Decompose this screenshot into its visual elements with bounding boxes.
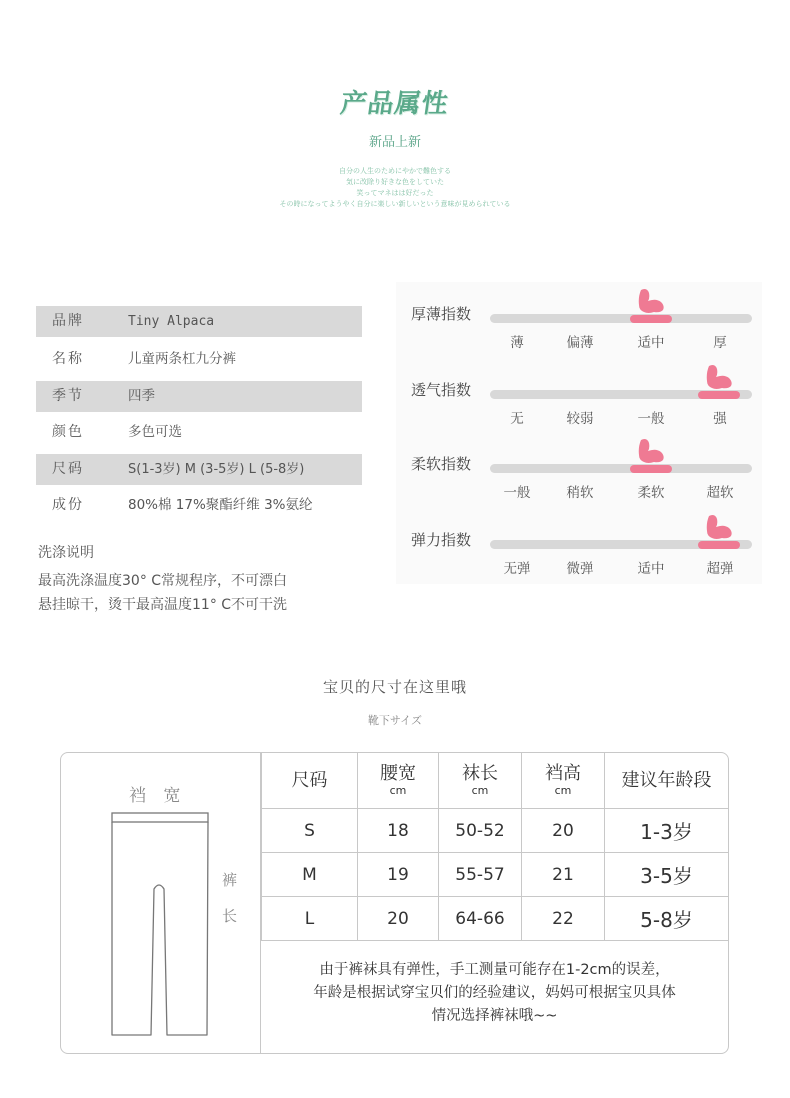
table-cell: 21	[522, 853, 605, 897]
index-level-marker	[698, 391, 740, 399]
table-row	[262, 853, 729, 897]
index-scale-label: 无	[510, 411, 524, 427]
index-scale-label: 适中	[637, 561, 665, 577]
size-note-line: 由于裤袜具有弹性，手工测量可能存在1-2cm的误差，	[319, 962, 670, 978]
pants-diagram	[61, 753, 261, 1053]
attribute-key: 品牌	[52, 313, 84, 329]
index-scale-label: 强	[713, 411, 727, 427]
size-note-line: 年龄是根据试穿宝贝们的经验建议，妈妈可根据宝贝具体	[313, 985, 676, 1001]
table-cell: 18	[358, 809, 439, 853]
table-cell: L	[262, 897, 358, 941]
attribute-key: 颜色	[52, 424, 84, 440]
attribute-value: 四季	[128, 388, 155, 404]
size-table	[261, 753, 728, 941]
attribute-value: 儿童两条杠九分裤	[128, 351, 236, 367]
table-row	[262, 897, 729, 941]
crotch-width-label: 裆 宽	[129, 786, 187, 806]
index-scale-label: 厚	[713, 335, 727, 351]
size-heading: 宝贝的尺寸在这里哦	[322, 678, 467, 696]
attribute-row-brand	[36, 306, 362, 337]
index-name: 厚薄指数	[411, 305, 472, 323]
length-label-2: 长	[222, 907, 238, 925]
attribute-value: Tiny Alpaca	[128, 314, 215, 329]
column-header-crotch: 裆高 cm	[522, 753, 605, 809]
paw-icon	[636, 288, 666, 314]
column-header-age: 建议年龄段	[605, 753, 729, 809]
washing-instruction: 悬挂晾干，烫干最高温度11° C不可干洗	[38, 597, 288, 613]
index-name: 柔软指数	[411, 455, 472, 473]
index-scale-label: 超软	[706, 485, 734, 501]
index-scale-label: 适中	[637, 335, 665, 351]
table-cell: 3-5岁	[605, 853, 729, 897]
index-scale-label: 超弹	[706, 561, 734, 577]
page-subtitle: 新品上新	[368, 135, 421, 150]
attribute-key: 成份	[52, 497, 84, 513]
table-cell: M	[262, 853, 358, 897]
pants-outline-icon	[61, 753, 260, 1053]
table-cell: S	[262, 809, 358, 853]
table-cell: 55-57	[439, 853, 522, 897]
index-scale-label: 柔软	[637, 485, 665, 501]
decorative-text-line: その時になってようやく自分に楽しい新しいという意味が見められている	[279, 200, 511, 208]
attribute-row-color	[36, 417, 362, 448]
index-scale-label: 较弱	[566, 411, 594, 427]
attribute-value: 80%棉 17%聚酯纤维 3%氨纶	[128, 497, 313, 513]
table-cell: 5-8岁	[605, 897, 729, 941]
index-scale-label: 薄	[510, 335, 524, 351]
paw-icon	[704, 364, 734, 390]
table-cell: 20	[358, 897, 439, 941]
decorative-text-line: 自分の人生のためにやかで難色する	[339, 167, 451, 175]
index-panel	[396, 282, 762, 584]
length-label-1: 裤	[222, 871, 238, 889]
size-note	[261, 939, 728, 1053]
index-name: 透气指数	[411, 381, 472, 399]
column-header-size: 尺码	[262, 753, 358, 809]
index-name: 弹力指数	[411, 531, 472, 549]
size-table-header	[262, 753, 729, 809]
index-track	[490, 464, 752, 473]
index-scale-label: 稍软	[566, 485, 594, 501]
attribute-key: 尺码	[52, 461, 84, 477]
washing-title: 洗涤说明	[38, 545, 94, 561]
attribute-row-name	[36, 344, 362, 375]
index-level-marker	[630, 315, 672, 323]
washing-instruction: 最高洗涤温度30° C常规程序，不可漂白	[38, 573, 288, 589]
index-track	[490, 314, 752, 323]
table-cell: 1-3岁	[605, 809, 729, 853]
table-row	[262, 809, 729, 853]
size-note-line: 情况选择裤袜哦~~	[431, 1008, 558, 1024]
index-scale-label: 一般	[637, 411, 665, 427]
attribute-row-size	[36, 454, 362, 485]
attribute-row-material	[36, 490, 362, 521]
decorative-text-line: 気に改除り好きな色をしていた	[346, 178, 444, 186]
paw-icon	[636, 438, 666, 464]
index-level-marker	[698, 541, 740, 549]
table-cell: 22	[522, 897, 605, 941]
index-scale-label: 微弹	[566, 561, 594, 577]
index-scale-label: 一般	[503, 485, 531, 501]
attribute-key: 名称	[52, 351, 84, 367]
decorative-text-line: 笑ってマネはは好だった	[356, 189, 434, 197]
attribute-value: 多色可选	[128, 424, 182, 440]
attribute-key: 季节	[52, 388, 84, 404]
column-header-waist: 腰宽 cm	[358, 753, 439, 809]
attribute-value: S(1-3岁) M (3-5岁) L (5-8岁)	[128, 462, 305, 477]
size-chart-box	[60, 752, 729, 1054]
paw-icon	[704, 514, 734, 540]
table-cell: 20	[522, 809, 605, 853]
table-cell: 64-66	[439, 897, 522, 941]
column-header-length: 袜长 cm	[439, 753, 522, 809]
index-level-marker	[630, 465, 672, 473]
page-title: 产品属性	[338, 89, 451, 119]
attribute-row-season	[36, 381, 362, 412]
index-scale-label: 偏薄	[566, 335, 594, 351]
index-scale-label: 无弹	[503, 561, 531, 577]
table-cell: 19	[358, 853, 439, 897]
size-subheading: 靴下サイズ	[367, 714, 423, 727]
table-cell: 50-52	[439, 809, 522, 853]
